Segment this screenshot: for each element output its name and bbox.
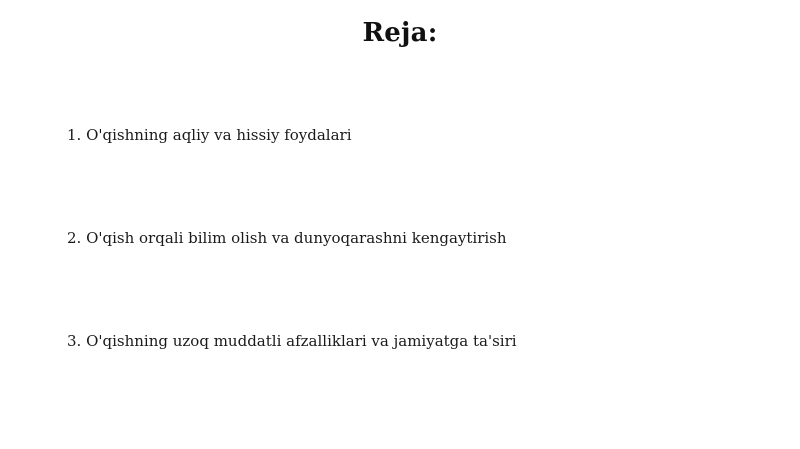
plan-item: 3. O'qishning uzoq muddatli afzalliklari va jamiyatga ta'siri (67, 332, 517, 350)
plan-item: 2. O'qish orqali bilim olish va dunyoqarashni kengaytirish (67, 229, 507, 247)
slide-title: Reja: (362, 18, 438, 48)
plan-item: 1. O'qishning aqliy va hissiy foydalari (67, 126, 352, 144)
